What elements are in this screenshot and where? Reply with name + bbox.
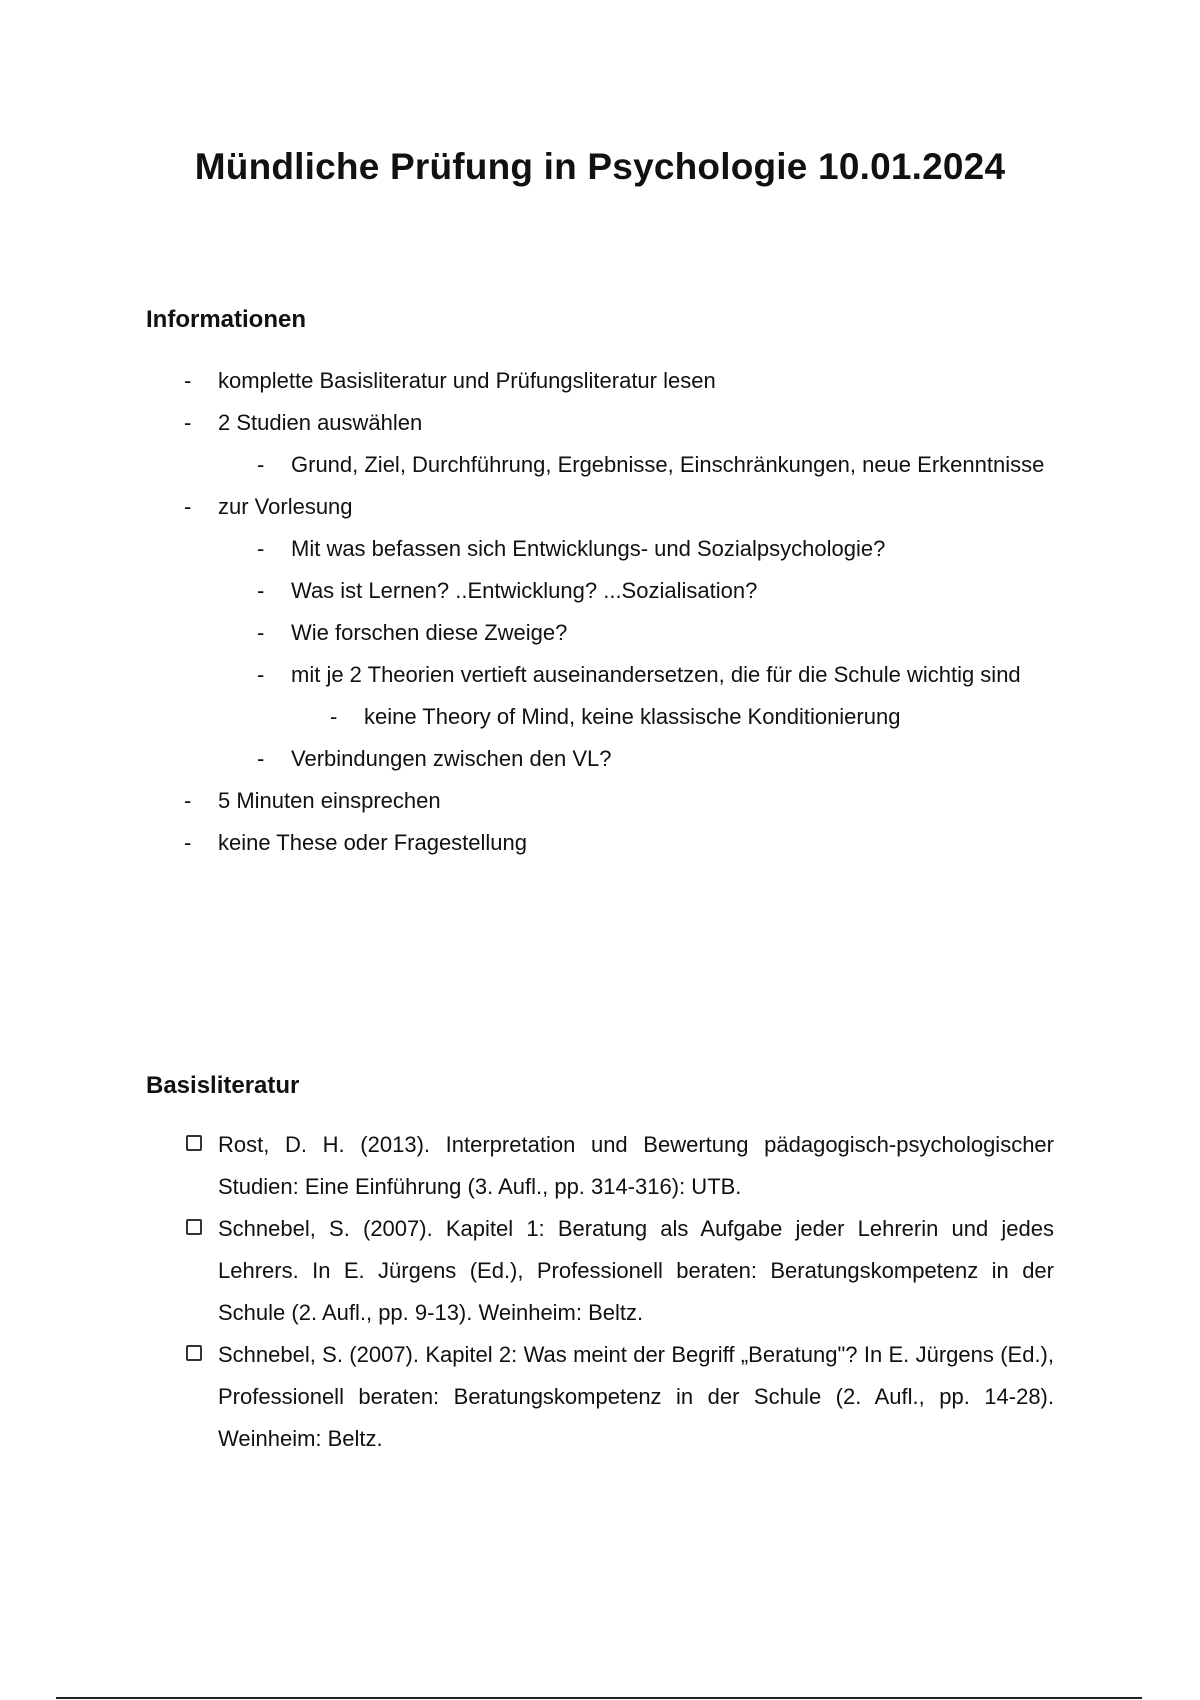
list-item-text: keine Theory of Mind, keine klassische Konditionierung	[364, 704, 901, 729]
list-item-text: 2 Studien auswählen	[218, 410, 423, 435]
list-item-text: 5 Minuten einsprechen	[218, 788, 441, 813]
bullet-dash: -	[184, 494, 192, 519]
list-item-text: keine These oder Fragestellung	[218, 830, 528, 855]
literature-item	[218, 1124, 1054, 1208]
list-item	[257, 528, 1054, 570]
bullet-dash: -	[257, 620, 265, 645]
section-heading-informationen: Informationen	[146, 306, 306, 333]
list-item	[257, 612, 1054, 654]
bullet-dash: -	[257, 536, 265, 561]
page-bottom-divider	[56, 1697, 1142, 1699]
page-title: Mündliche Prüfung in Psychologie 10.01.2024	[194, 146, 1006, 187]
checkbox-icon[interactable]	[186, 1345, 202, 1361]
list-item-text: Grund, Ziel, Durchführung, Ergebnisse, Einschränkungen, neue Erkenntnisse	[291, 452, 1045, 477]
list-item-text: komplette Basisliteratur und Prüfungsliteratur lesen	[218, 368, 716, 393]
list-item	[257, 570, 1054, 612]
literature-item	[218, 1334, 1054, 1460]
checkbox-icon[interactable]	[186, 1135, 202, 1151]
bullet-dash: -	[184, 368, 192, 393]
bullet-dash: -	[330, 704, 338, 729]
list-item-text: zur Vorlesung	[218, 494, 353, 519]
list-item	[184, 486, 1054, 528]
literature-citation: Schnebel, S. (2007). Kapitel 1: Beratung als Aufgabe jeder Lehrerin und jedes Lehrers. In E. Jürgens (Ed.), Professionell beraten: Beratungskompetenz in der Schule (2. Aufl., pp. 9-13). Weinheim: Beltz.	[218, 1216, 1054, 1325]
bullet-dash: -	[184, 788, 192, 813]
list-item	[184, 780, 1054, 822]
list-item	[184, 360, 1054, 402]
list-item	[184, 822, 1054, 864]
informationen-list	[0, 360, 1200, 864]
list-item-text: Mit was befassen sich Entwicklungs- und Sozialpsychologie?	[291, 536, 886, 561]
bullet-dash: -	[257, 578, 265, 603]
list-item	[257, 738, 1054, 780]
basisliteratur-checklist	[0, 1124, 1200, 1460]
bullet-dash: -	[257, 662, 265, 687]
list-item	[257, 654, 1054, 696]
list-item	[257, 444, 1054, 486]
literature-citation: Schnebel, S. (2007). Kapitel 2: Was meint der Begriff „Beratung"? In E. Jürgens (Ed.), Professionell beraten: Beratungskompetenz in der Schule (2. Aufl., pp. 14-28). Weinheim: Beltz.	[218, 1342, 1054, 1451]
bullet-dash: -	[257, 452, 265, 477]
bullet-dash: -	[184, 830, 192, 855]
list-item-text: Verbindungen zwischen den VL?	[291, 746, 612, 771]
bullet-dash: -	[184, 410, 192, 435]
list-item-text: Wie forschen diese Zweige?	[291, 620, 568, 645]
checkbox-icon[interactable]	[186, 1219, 202, 1235]
section-heading-basisliteratur: Basisliteratur	[146, 1072, 300, 1099]
literature-citation: Rost, D. H. (2013). Interpretation und Bewertung pädagogisch-psychologischer Studien: Eine Einführung (3. Aufl., pp. 314-316): UTB.	[218, 1132, 1054, 1199]
bullet-dash: -	[257, 746, 265, 771]
literature-item	[218, 1208, 1054, 1334]
list-item	[330, 696, 1054, 738]
list-item-text: mit je 2 Theorien vertieft auseinandersetzen, die für die Schule wichtig sind	[291, 662, 1021, 687]
list-item	[184, 402, 1054, 444]
list-item-text: Was ist Lernen? ..Entwicklung? ...Sozialisation?	[291, 578, 758, 603]
